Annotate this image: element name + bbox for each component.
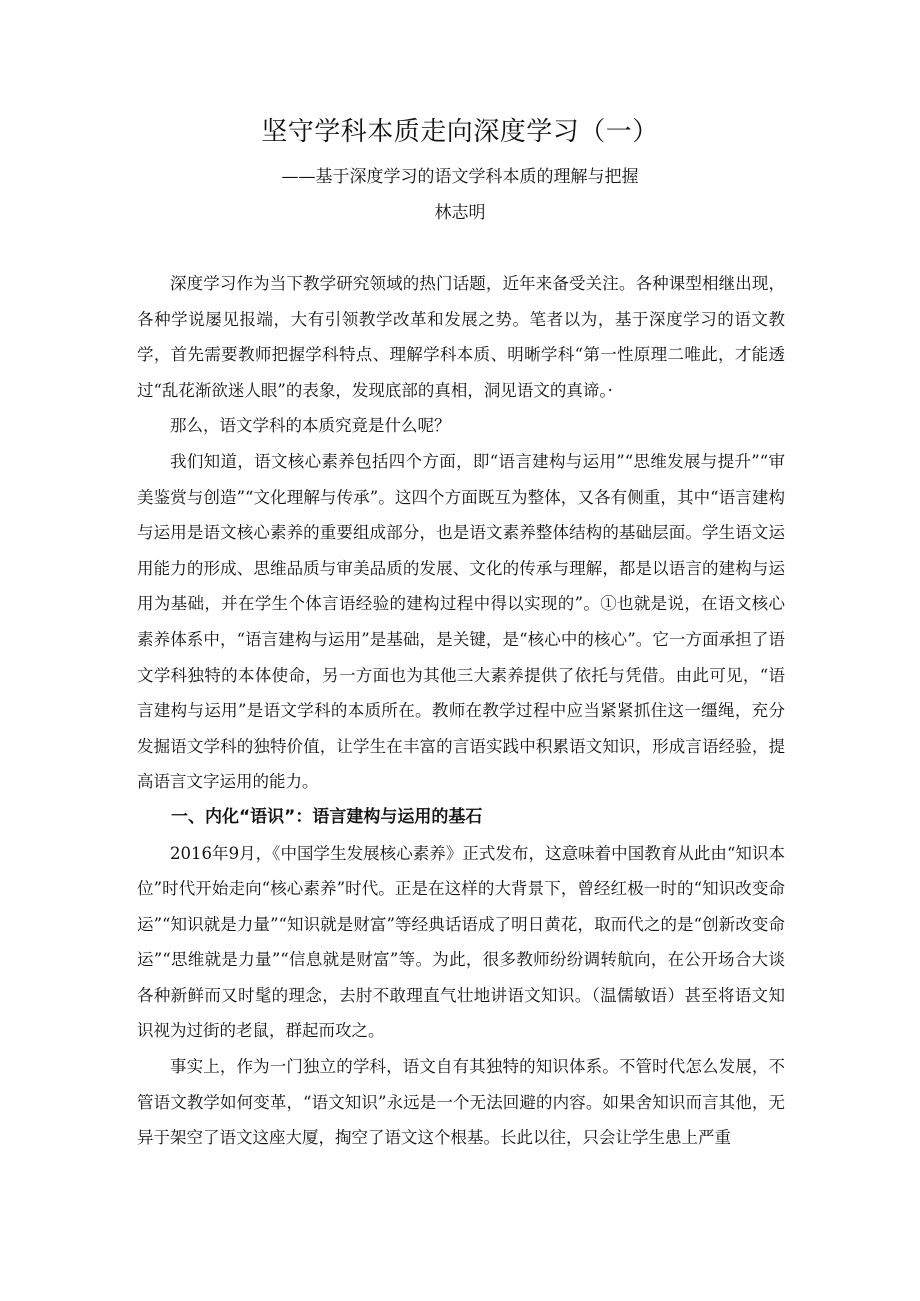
body-paragraph: 我们知道，语文核心素养包括四个方面，即“语言建构与运用”“思维发展与提升”“审美鉴赏与创造”“文化理解与传承”。这四个方面既互为整体，又各有侧重，其中“语言建构与运用是语文核心素养的重要组成部分，也是语文素养整体结构的基础层面。学生语文运用能力的形成、思维品质与审美品质的发展、文化的传承与理解，都是以语言的建构与运用为基础，并在学生个体言语经验的建构过程中得以实现的”。①也就是说，在语文核心素养体系中，“语言建构与运用”是基础，是关键，是“核心中的核心”。它一方面承担了语文学科独特的本体使命，另一方面也为其他三大素养提供了依托与凭借。由此可见，“语言建构与运用”是语文学科的本质所在。教师在教学过程中应当紧紧抓住这一缰绳，充分发掘语文学科的独特价值，让学生在丰富的言语实践中积累语文知识，形成言语经验，提高语言文字运用的能力。 — [137, 451, 785, 792]
section-heading: 一、内化“语识”：语言建构与运用的基石 — [171, 806, 483, 827]
document-author: 林志明 — [434, 203, 486, 223]
body-paragraph: 深度学习作为当下教学研究领域的热门话题，近年来备受关注。各种课型相继出现，各种学说屡见报端，大有引领教学改革和发展之势。笔者以为，基于深度学习的语文教学，首先需要教师把握学科特点、理解学科本质、明晰学科“第一性原理二唯此，才能透过“乱花渐欲迷人眼”的表象，发现底部的真相，洞见语文的真谛。· — [137, 274, 785, 400]
body-paragraph: 事实上，作为一门独立的学科，语文自有其独特的知识体系。不管时代怎么发展，不管语文教学如何变革，“语文知识”永远是一个无法回避的内容。如果舍知识而言其他，无异于架空了语文这座大厦，掏空了语文这个根基。长此以往，只会让学生患上严重 — [137, 1057, 785, 1148]
document-title: 坚守学科本质走向深度学习（一） — [261, 117, 659, 147]
body-paragraph: 那么，语文学科的本质究竟是什么呢？ — [170, 416, 451, 436]
document-subtitle: ——基于深度学习的语文学科本质的理解与把握 — [281, 167, 639, 187]
body-paragraph: 2016年9月，《中国学生发展核心素养》正式发布，这意味着中国教育从此由“知识本位”时代开始走向“核心素养”时代。正是在这样的大背景下，曾经红极一时的“知识改变命运”“知识就是力量”“知识就是财富”等经典话语成了明日黄花，取而代之的是“创新改变命运”“思维就是力量”“信息就是财富”等。为此，很多教师纷纷调转航向，在公开场合大谈各种新鲜而又时髦的理念，去肘不敢理直气壮地讲语文知识。（温儒敏语）甚至将语文知识视为过街的老鼠，群起而攻之。 — [137, 843, 785, 1041]
document-body — [137, 266, 785, 1156]
